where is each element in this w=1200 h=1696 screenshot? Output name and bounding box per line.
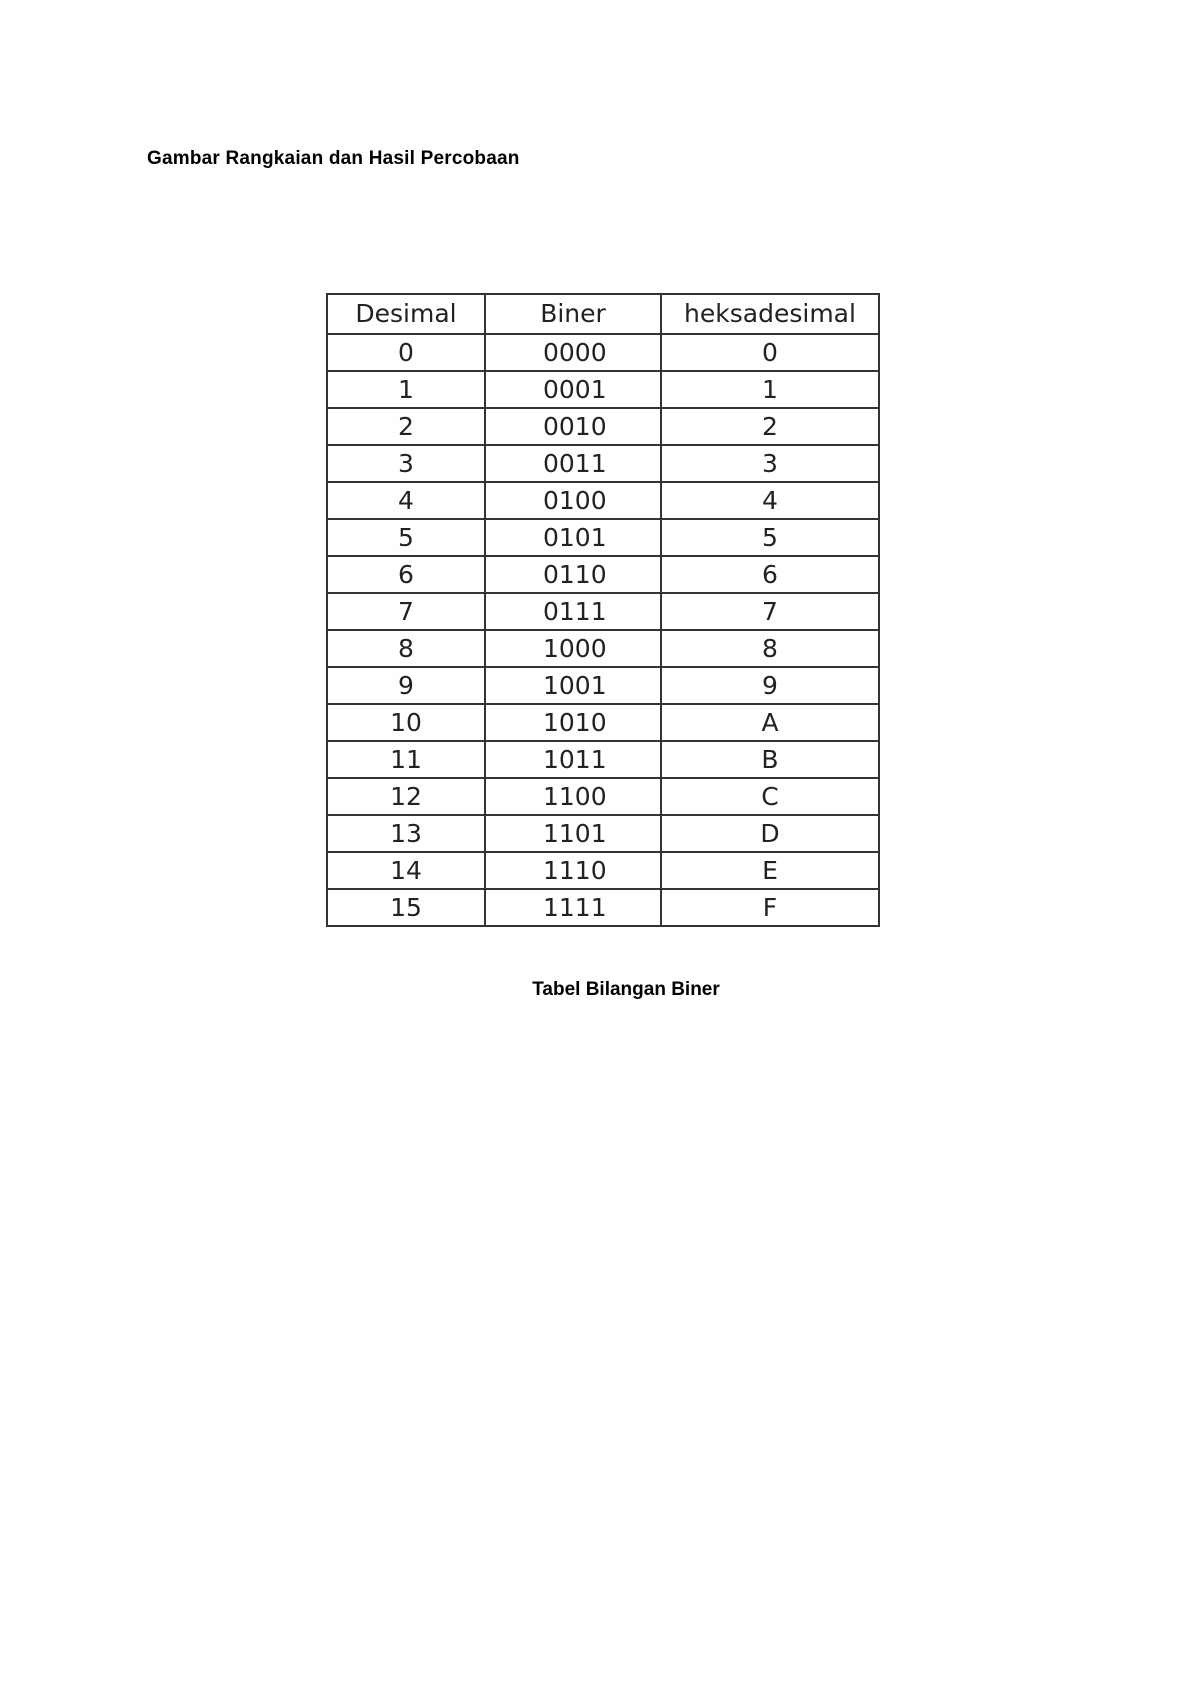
cell-heksadesimal: E <box>661 852 879 889</box>
cell-heksadesimal: D <box>661 815 879 852</box>
cell-heksadesimal: 0 <box>661 334 879 371</box>
cell-biner: 0000 <box>485 334 661 371</box>
cell-biner: 1001 <box>485 667 661 704</box>
table-row <box>327 408 879 445</box>
table-row <box>327 667 879 704</box>
cell-biner: 0011 <box>485 445 661 482</box>
cell-desimal: 4 <box>327 482 485 519</box>
cell-heksadesimal: B <box>661 741 879 778</box>
cell-desimal: 13 <box>327 815 485 852</box>
cell-heksadesimal: F <box>661 889 879 926</box>
cell-biner: 1100 <box>485 778 661 815</box>
column-header-desimal: Desimal <box>327 294 485 334</box>
cell-desimal: 5 <box>327 519 485 556</box>
cell-desimal: 6 <box>327 556 485 593</box>
cell-desimal: 1 <box>327 371 485 408</box>
cell-desimal: 15 <box>327 889 485 926</box>
table-row <box>327 556 879 593</box>
cell-desimal: 2 <box>327 408 485 445</box>
cell-biner: 1101 <box>485 815 661 852</box>
cell-heksadesimal: 9 <box>661 667 879 704</box>
cell-biner: 0010 <box>485 408 661 445</box>
cell-heksadesimal: C <box>661 778 879 815</box>
cell-heksadesimal: 3 <box>661 445 879 482</box>
cell-heksadesimal: 7 <box>661 593 879 630</box>
cell-desimal: 14 <box>327 852 485 889</box>
cell-biner: 0111 <box>485 593 661 630</box>
table-body <box>327 334 879 926</box>
cell-biner: 1000 <box>485 630 661 667</box>
cell-biner: 1111 <box>485 889 661 926</box>
cell-desimal: 9 <box>327 667 485 704</box>
cell-heksadesimal: 6 <box>661 556 879 593</box>
cell-biner: 1010 <box>485 704 661 741</box>
table-row <box>327 371 879 408</box>
cell-heksadesimal: 8 <box>661 630 879 667</box>
binary-conversion-table <box>326 293 880 927</box>
cell-desimal: 0 <box>327 334 485 371</box>
table-row <box>327 889 879 926</box>
cell-desimal: 10 <box>327 704 485 741</box>
table-row <box>327 519 879 556</box>
table-row <box>327 815 879 852</box>
table-caption: Tabel Bilangan Biner <box>532 979 720 1000</box>
cell-desimal: 12 <box>327 778 485 815</box>
table-row <box>327 593 879 630</box>
cell-heksadesimal: 5 <box>661 519 879 556</box>
table-header-row <box>327 294 879 334</box>
cell-biner: 1011 <box>485 741 661 778</box>
cell-desimal: 8 <box>327 630 485 667</box>
cell-biner: 0101 <box>485 519 661 556</box>
cell-heksadesimal: A <box>661 704 879 741</box>
table-row <box>327 852 879 889</box>
table-row <box>327 741 879 778</box>
column-header-heksadesimal: heksadesimal <box>661 294 879 334</box>
cell-desimal: 3 <box>327 445 485 482</box>
table-row <box>327 778 879 815</box>
cell-heksadesimal: 1 <box>661 371 879 408</box>
cell-biner: 0100 <box>485 482 661 519</box>
table-row <box>327 482 879 519</box>
table-row <box>327 445 879 482</box>
table-row <box>327 630 879 667</box>
cell-desimal: 7 <box>327 593 485 630</box>
cell-heksadesimal: 2 <box>661 408 879 445</box>
table-row <box>327 704 879 741</box>
cell-biner: 0110 <box>485 556 661 593</box>
cell-desimal: 11 <box>327 741 485 778</box>
table-figure <box>326 293 880 1000</box>
cell-biner: 1110 <box>485 852 661 889</box>
cell-heksadesimal: 4 <box>661 482 879 519</box>
table-row <box>327 334 879 371</box>
cell-biner: 0001 <box>485 371 661 408</box>
section-heading: Gambar Rangkaian dan Hasil Percobaan <box>147 148 520 169</box>
column-header-biner: Biner <box>485 294 661 334</box>
